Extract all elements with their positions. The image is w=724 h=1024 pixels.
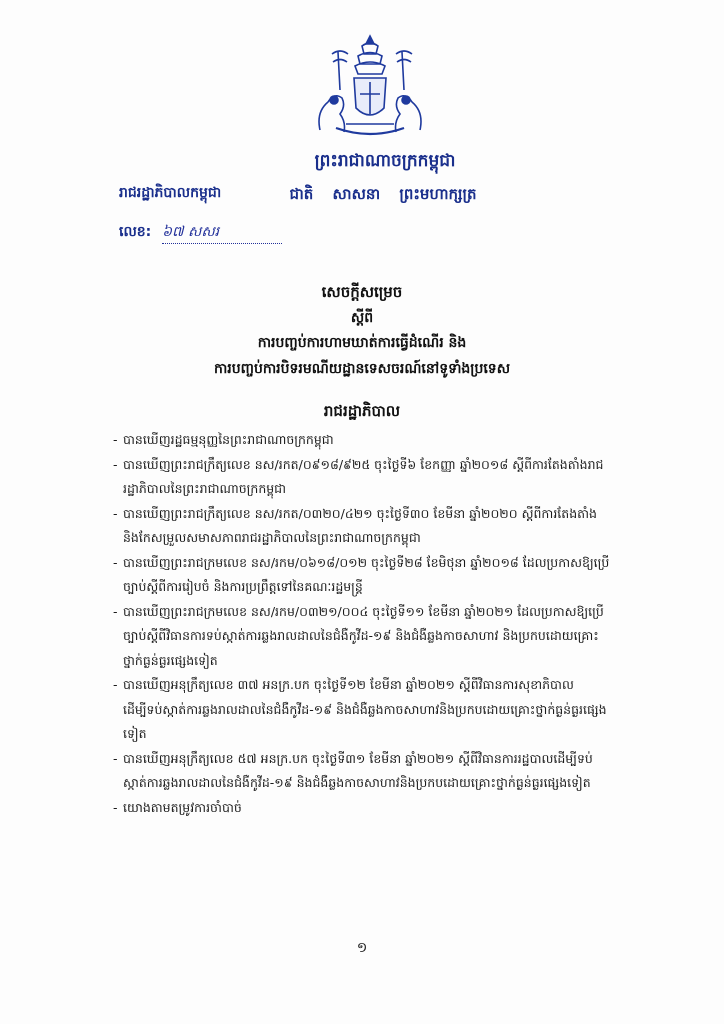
page-number: ១ xyxy=(356,940,368,956)
reference-row xyxy=(119,222,282,244)
reference-number: ៦៧ សសរ xyxy=(162,222,282,244)
national-motto: ជាតិ សាសនា ព្រះមហាក្សត្រ xyxy=(289,185,477,203)
preamble-item: - បានឃើញព្រះរាជក្រឹត្យលេខ នស/រកត/០៣២០/៤២១ ចុះថ្ងៃទី៣០ ខែមីនា ឆ្នាំ២០២០ ស្តីពីការតែងតាំង និងកែសម្រួលសមាសភាពរាជរដ្ឋាភិបាលនៃព្រះរាជាណាចក្រកម្ពុជា xyxy=(113,502,613,551)
royal-coat-of-arms-icon xyxy=(300,32,440,142)
title-subject-label: ស្តីពី xyxy=(350,310,374,326)
kingdom-name: ព្រះរាជាណាចក្រកម្ពុជា xyxy=(314,151,456,171)
reference-label: លេខ: xyxy=(119,224,152,240)
issuer-heading: រាជរដ្ឋាភិបាល xyxy=(323,402,401,420)
preamble-item: - បានឃើញព្រះរាជក្រមលេខ នស/រកម/០៣២១/០០៤ ចុះថ្ងៃទី១១ ខែមីនា ឆ្នាំ២០២១ ដែលប្រកាសឱ្យប្រើច្បាប់ស្តីពីវិធានការទប់ស្កាត់ការឆ្លងរាលដាលនៃជំងឺកូវីដ-១៩ និងជំងឺឆ្លងកាចសាហាវ និងប្រកបដោយគ្រោះថ្នាក់ធ្ងន់ធ្ងរផ្សេងទៀត xyxy=(113,600,613,674)
document-type-title: សេចក្តីសម្រេច xyxy=(321,283,403,301)
preamble-item: - បានឃើញព្រះរាជក្រឹត្យលេខ នស/រកត/០៩១៨/៩២៥ ចុះថ្ងៃទី៦ ខែកញ្ញា ឆ្នាំ២០១៨ ស្តីពីការតែងតាំងរាជរដ្ឋាភិបាលនៃព្រះរាជាណាចក្រកម្ពុជា xyxy=(113,453,613,502)
preamble-item: - បានឃើញរដ្ឋធម្មនុញ្ញនៃព្រះរាជាណាចក្រកម្ពុជា xyxy=(113,428,613,453)
title-subject-line-2: ការបញ្ចប់ការបិទរមណីយដ្ឋានទេសចរណ៍នៅទូទាំងប្រទេស xyxy=(213,361,511,377)
preamble-item: - បានឃើញអនុក្រឹត្យលេខ ៣៧ អនក្រ.បក ចុះថ្ងៃទី១២ ខែមីនា ឆ្នាំ២០២១ ស្តីពីវិធានការសុខាភិបាលដើម្បីទប់ស្កាត់ការឆ្លងរាលដាលនៃជំងឺកូវីដ-១៩ និងជំងឺឆ្លងកាចសាហាវនិងប្រកបដោយគ្រោះថ្នាក់ធ្ងន់ធ្ងរផ្សេងទៀត xyxy=(113,673,613,747)
preamble-item: - បានឃើញអនុក្រឹត្យលេខ ៥៧ អនក្រ.បក ចុះថ្ងៃទី៣១ ខែមីនា ឆ្នាំ២០២១ ស្តីពីវិធានការរដ្ឋបាលដើម្បីទប់ស្កាត់ការឆ្លងរាលដាលនៃជំងឺកូវីដ-១៩ និងជំងឺឆ្លងកាចសាហាវនិងប្រកបដោយគ្រោះថ្នាក់ធ្ងន់ធ្ងរផ្សេងទៀត xyxy=(113,747,613,796)
preamble-list xyxy=(113,428,613,820)
issuing-authority: រាជរដ្ឋាភិបាលកម្ពុជា xyxy=(119,185,222,201)
preamble-item: - យោងតាមតម្រូវការចាំបាច់ xyxy=(113,796,613,821)
preamble-item: - បានឃើញព្រះរាជក្រមលេខ នស/រកម/០៦១៨/០១២ ចុះថ្ងៃទី២៨ ខែមិថុនា ឆ្នាំ២០១៨ ដែលប្រកាសឱ្យប្រើច្បាប់ស្តីពីការរៀបចំ និងការប្រព្រឹត្តទៅនៃគណៈរដ្ឋមន្ត្រី xyxy=(113,551,613,600)
title-subject-line-1: ការបញ្ចប់ការហាមឃាត់ការធ្វើដំណើរ និង xyxy=(257,335,467,351)
